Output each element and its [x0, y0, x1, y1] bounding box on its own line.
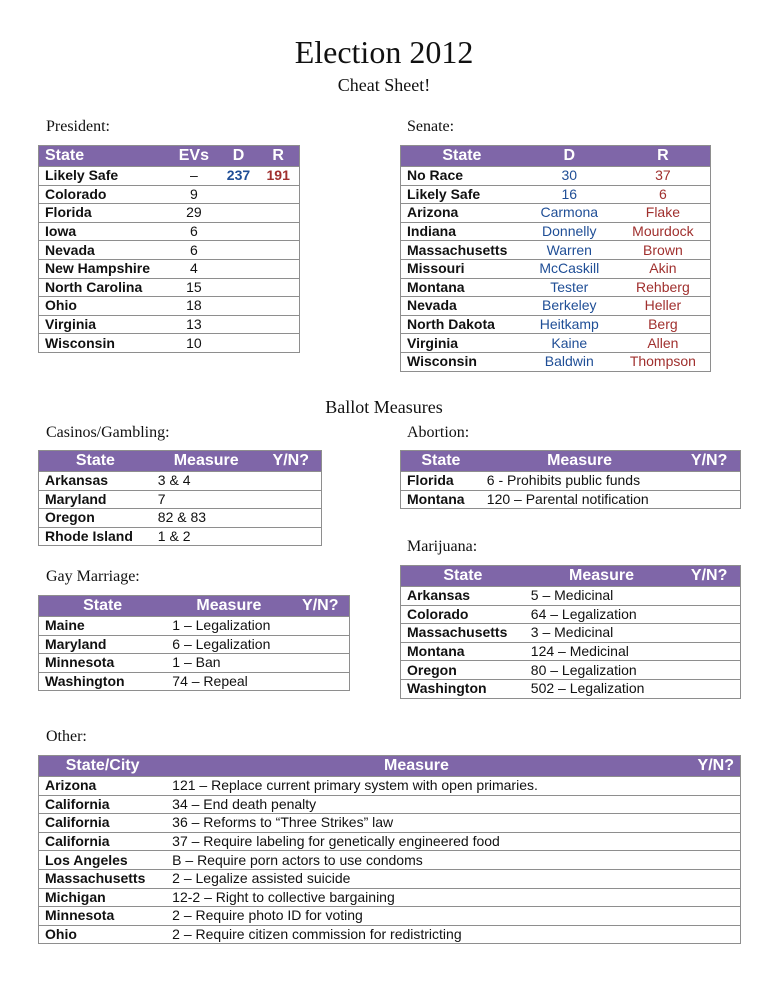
- yn-cell: [667, 888, 741, 907]
- dem-candidate-cell: 16: [523, 185, 616, 204]
- dem-cell: [220, 297, 258, 316]
- measure-cell: 34 – End death penalty: [166, 795, 667, 814]
- measure-cell: 6 - Prohibits public funds: [481, 472, 678, 491]
- state-cell: California: [39, 795, 167, 814]
- state-cell: Arizona: [39, 777, 167, 796]
- table-row: [401, 490, 741, 509]
- state-cell: Colorado: [401, 605, 525, 624]
- rep-cell: [257, 259, 299, 278]
- rep-candidate-cell: 37: [616, 167, 711, 186]
- casinos-heading: Casinos/Gambling:: [46, 424, 170, 441]
- other-heading: Other:: [46, 728, 87, 745]
- state-cell: California: [39, 814, 167, 833]
- state-cell: Montana: [401, 490, 481, 509]
- senate-heading: Senate:: [407, 118, 455, 135]
- table-header-row: [401, 566, 741, 587]
- state-cell: Washington: [401, 679, 525, 698]
- yn-cell: [678, 490, 740, 509]
- rep-cell: [257, 185, 299, 204]
- other-table: [38, 755, 741, 944]
- table-row: [39, 617, 350, 636]
- table-header-row: [39, 756, 741, 777]
- marijuana-table: [400, 565, 741, 699]
- yn-cell: [678, 661, 740, 680]
- col-header: State: [39, 146, 169, 167]
- table-row: [401, 352, 711, 371]
- col-header: Y/N?: [292, 596, 350, 617]
- measure-cell: 1 & 2: [152, 527, 261, 546]
- measure-cell: 1 – Legalization: [166, 617, 291, 636]
- ev-cell: 13: [168, 315, 219, 334]
- col-header: State: [401, 451, 481, 472]
- abortion-heading: Abortion:: [407, 424, 470, 441]
- table-row: [39, 241, 300, 260]
- rep-cell: [257, 315, 299, 334]
- table-row: [401, 661, 741, 680]
- state-cell: Washington: [39, 672, 167, 691]
- table-row: [401, 241, 711, 260]
- table-row: [401, 472, 741, 491]
- state-cell: No Race: [401, 167, 523, 186]
- president-table: [38, 145, 300, 353]
- rep-cell: [257, 222, 299, 241]
- col-header: State: [401, 146, 523, 167]
- yn-cell: [292, 654, 350, 673]
- state-cell: Massachusetts: [39, 869, 167, 888]
- table-row: [39, 490, 322, 509]
- dem-cell: [220, 278, 258, 297]
- marijuana-heading: Marijuana:: [407, 538, 478, 555]
- president-heading: President:: [46, 118, 110, 135]
- state-cell: North Carolina: [39, 278, 169, 297]
- table-row: [39, 635, 350, 654]
- col-header: D: [220, 146, 258, 167]
- table-row: [401, 185, 711, 204]
- table-row: [39, 795, 741, 814]
- table-row: [401, 334, 711, 353]
- col-header: Measure: [525, 566, 678, 587]
- dem-cell: [220, 241, 258, 260]
- table-row: [39, 832, 741, 851]
- state-cell: Ohio: [39, 925, 167, 944]
- yn-cell: [678, 679, 740, 698]
- state-cell: Rhode Island: [39, 527, 152, 546]
- table-row: [401, 297, 711, 316]
- rep-cell: [257, 241, 299, 260]
- yn-cell: [678, 587, 740, 606]
- state-cell: Iowa: [39, 222, 169, 241]
- dem-candidate-cell: Berkeley: [523, 297, 616, 316]
- table-row: [39, 907, 741, 926]
- yn-cell: [292, 617, 350, 636]
- dem-cell: [220, 259, 258, 278]
- rep-candidate-cell: Berg: [616, 315, 711, 334]
- measure-cell: 74 – Repeal: [166, 672, 291, 691]
- col-header: State: [39, 596, 167, 617]
- rep-candidate-cell: Rehberg: [616, 278, 711, 297]
- table-row: [39, 851, 741, 870]
- ev-cell: 6: [168, 241, 219, 260]
- measure-cell: B – Require porn actors to use condoms: [166, 851, 667, 870]
- measure-cell: 2 – Require citizen commission for redistricting: [166, 925, 667, 944]
- yn-cell: [667, 832, 741, 851]
- dem-cell: [220, 222, 258, 241]
- state-cell: Wisconsin: [39, 334, 169, 353]
- dem-candidate-cell: Baldwin: [523, 352, 616, 371]
- measure-cell: 2 – Require photo ID for voting: [166, 907, 667, 926]
- dem-candidate-cell: Kaine: [523, 334, 616, 353]
- yn-cell: [678, 642, 740, 661]
- measure-cell: 36 – Reforms to “Three Strikes” law: [166, 814, 667, 833]
- state-cell: Minnesota: [39, 654, 167, 673]
- yn-cell: [261, 509, 322, 528]
- yn-cell: [261, 490, 322, 509]
- gay-marriage-heading: Gay Marriage:: [46, 568, 140, 585]
- table-row: [39, 334, 300, 353]
- state-cell: Minnesota: [39, 907, 167, 926]
- measure-cell: 6 – Legalization: [166, 635, 291, 654]
- gay-marriage-table: [38, 595, 350, 691]
- col-header: R: [616, 146, 711, 167]
- table-header-row: [39, 596, 350, 617]
- rep-cell: [257, 204, 299, 223]
- state-cell: Colorado: [39, 185, 169, 204]
- ev-cell: 6: [168, 222, 219, 241]
- table-header-row: [39, 146, 300, 167]
- measure-cell: 5 – Medicinal: [525, 587, 678, 606]
- state-cell: Arkansas: [39, 472, 152, 491]
- table-row: [401, 222, 711, 241]
- table-row: [39, 204, 300, 223]
- state-cell: North Dakota: [401, 315, 523, 334]
- table-row: [39, 925, 741, 944]
- measure-cell: 3 – Medicinal: [525, 624, 678, 643]
- yn-cell: [667, 925, 741, 944]
- table-row: [39, 278, 300, 297]
- col-header: D: [523, 146, 616, 167]
- yn-cell: [261, 527, 322, 546]
- table-header-row: [401, 451, 741, 472]
- col-header: State: [39, 451, 152, 472]
- table-row: [39, 315, 300, 334]
- col-header: Y/N?: [678, 451, 740, 472]
- state-cell: Michigan: [39, 888, 167, 907]
- state-cell: Likely Safe: [39, 167, 169, 186]
- state-cell: New Hampshire: [39, 259, 169, 278]
- rep-candidate-cell: Mourdock: [616, 222, 711, 241]
- yn-cell: [667, 869, 741, 888]
- state-cell: Los Angeles: [39, 851, 167, 870]
- table-row: [39, 167, 300, 186]
- ev-cell: 18: [168, 297, 219, 316]
- measure-cell: 2 – Legalize assisted suicide: [166, 869, 667, 888]
- col-header: State/City: [39, 756, 167, 777]
- dem-candidate-cell: Warren: [523, 241, 616, 260]
- state-cell: Oregon: [39, 509, 152, 528]
- page-title: Election 2012: [294, 34, 474, 70]
- casinos-table: [38, 450, 322, 546]
- col-header: R: [257, 146, 299, 167]
- state-cell: Florida: [401, 472, 481, 491]
- table-row: [39, 527, 322, 546]
- dem-cell: [220, 334, 258, 353]
- table-row: [401, 642, 741, 661]
- col-header: Y/N?: [261, 451, 322, 472]
- rep-cell: [257, 334, 299, 353]
- table-row: [401, 605, 741, 624]
- yn-cell: [678, 472, 740, 491]
- state-cell: Montana: [401, 278, 523, 297]
- dem-candidate-cell: 30: [523, 167, 616, 186]
- table-row: [401, 204, 711, 223]
- col-header: Measure: [166, 596, 291, 617]
- yn-cell: [667, 851, 741, 870]
- yn-cell: [678, 605, 740, 624]
- measure-cell: 37 – Require labeling for genetically engineered food: [166, 832, 667, 851]
- dem-candidate-cell: Heitkamp: [523, 315, 616, 334]
- state-cell: Massachusetts: [401, 241, 523, 260]
- table-row: [39, 814, 741, 833]
- col-header: Measure: [152, 451, 261, 472]
- col-header: Measure: [166, 756, 667, 777]
- state-cell: Ohio: [39, 297, 169, 316]
- measure-cell: 120 – Parental notification: [481, 490, 678, 509]
- yn-cell: [261, 472, 322, 491]
- yn-cell: [667, 814, 741, 833]
- dem-candidate-cell: Tester: [523, 278, 616, 297]
- rep-candidate-cell: Akin: [616, 259, 711, 278]
- abortion-table: [400, 450, 741, 509]
- dem-candidate-cell: Carmona: [523, 204, 616, 223]
- yn-cell: [667, 907, 741, 926]
- col-header: Y/N?: [678, 566, 740, 587]
- dem-cell: 237: [220, 167, 258, 186]
- col-header: Y/N?: [667, 756, 741, 777]
- col-header: EVs: [168, 146, 219, 167]
- table-row: [39, 297, 300, 316]
- state-cell: Montana: [401, 642, 525, 661]
- measure-cell: 12-2 – Right to collective bargaining: [166, 888, 667, 907]
- state-cell: Missouri: [401, 259, 523, 278]
- rep-candidate-cell: Allen: [616, 334, 711, 353]
- page-subtitle: Cheat Sheet!: [337, 75, 431, 95]
- ev-cell: 10: [168, 334, 219, 353]
- dem-cell: [220, 315, 258, 334]
- rep-cell: 191: [257, 167, 299, 186]
- state-cell: Nevada: [39, 241, 169, 260]
- col-header: State: [401, 566, 525, 587]
- yn-cell: [292, 635, 350, 654]
- state-cell: Arkansas: [401, 587, 525, 606]
- table-row: [39, 222, 300, 241]
- measure-cell: 7: [152, 490, 261, 509]
- measure-cell: 80 – Legalization: [525, 661, 678, 680]
- state-cell: California: [39, 832, 167, 851]
- state-cell: Likely Safe: [401, 185, 523, 204]
- ev-cell: 9: [168, 185, 219, 204]
- measure-cell: 64 – Legalization: [525, 605, 678, 624]
- table-row: [39, 259, 300, 278]
- measure-cell: 502 – Legalization: [525, 679, 678, 698]
- table-row: [39, 869, 741, 888]
- ballot-measures-heading: Ballot Measures: [325, 397, 443, 417]
- table-header-row: [401, 146, 711, 167]
- rep-candidate-cell: Thompson: [616, 352, 711, 371]
- state-cell: Maryland: [39, 635, 167, 654]
- state-cell: Wisconsin: [401, 352, 523, 371]
- yn-cell: [678, 624, 740, 643]
- state-cell: Massachusetts: [401, 624, 525, 643]
- ev-cell: 4: [168, 259, 219, 278]
- table-row: [401, 315, 711, 334]
- rep-cell: [257, 297, 299, 316]
- dem-cell: [220, 204, 258, 223]
- state-cell: Maine: [39, 617, 167, 636]
- table-row: [39, 672, 350, 691]
- state-cell: Nevada: [401, 297, 523, 316]
- table-row: [401, 587, 741, 606]
- state-cell: Virginia: [401, 334, 523, 353]
- yn-cell: [667, 777, 741, 796]
- ev-cell: 29: [168, 204, 219, 223]
- table-row: [39, 654, 350, 673]
- state-cell: Virginia: [39, 315, 169, 334]
- measure-cell: 82 & 83: [152, 509, 261, 528]
- ev-cell: –: [168, 167, 219, 186]
- table-row: [39, 777, 741, 796]
- dem-candidate-cell: McCaskill: [523, 259, 616, 278]
- table-row: [39, 185, 300, 204]
- col-header: Measure: [481, 451, 678, 472]
- measure-cell: 1 – Ban: [166, 654, 291, 673]
- table-row: [401, 259, 711, 278]
- state-cell: Maryland: [39, 490, 152, 509]
- table-header-row: [39, 451, 322, 472]
- state-cell: Indiana: [401, 222, 523, 241]
- rep-candidate-cell: Brown: [616, 241, 711, 260]
- table-row: [401, 167, 711, 186]
- rep-candidate-cell: Flake: [616, 204, 711, 223]
- rep-candidate-cell: Heller: [616, 297, 711, 316]
- ev-cell: 15: [168, 278, 219, 297]
- rep-candidate-cell: 6: [616, 185, 711, 204]
- table-row: [39, 888, 741, 907]
- table-row: [401, 679, 741, 698]
- yn-cell: [667, 795, 741, 814]
- dem-candidate-cell: Donnelly: [523, 222, 616, 241]
- measure-cell: 124 – Medicinal: [525, 642, 678, 661]
- dem-cell: [220, 185, 258, 204]
- rep-cell: [257, 278, 299, 297]
- table-row: [39, 509, 322, 528]
- table-row: [401, 278, 711, 297]
- table-row: [39, 472, 322, 491]
- state-cell: Florida: [39, 204, 169, 223]
- state-cell: Arizona: [401, 204, 523, 223]
- senate-table: [400, 145, 711, 372]
- measure-cell: 3 & 4: [152, 472, 261, 491]
- yn-cell: [292, 672, 350, 691]
- measure-cell: 121 – Replace current primary system with open primaries.: [166, 777, 667, 796]
- state-cell: Oregon: [401, 661, 525, 680]
- table-row: [401, 624, 741, 643]
